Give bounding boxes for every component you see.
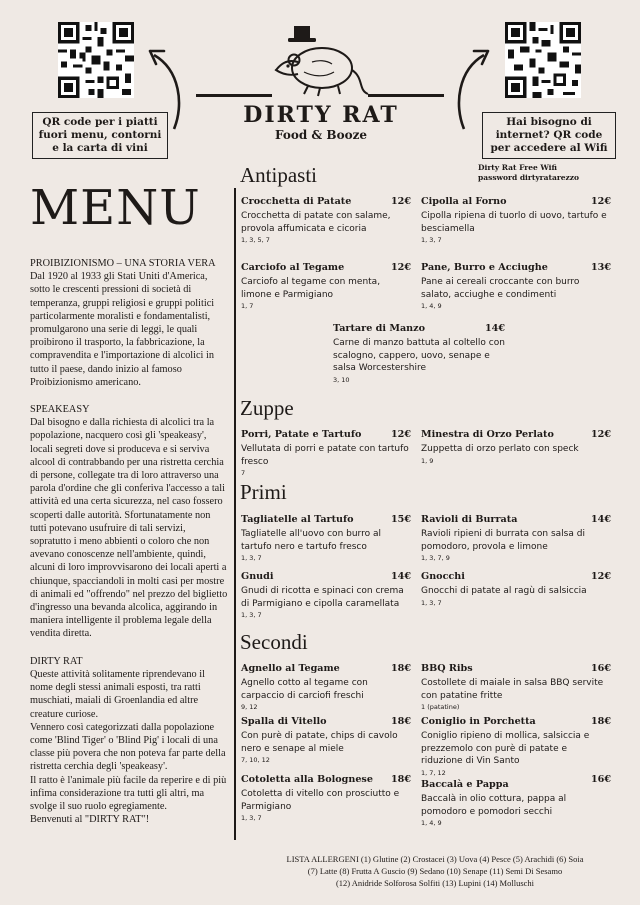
section-secondi: Secondi (240, 630, 308, 654)
dish-price: 18€ (390, 774, 411, 785)
dish-name: Agnello al Tegame (241, 663, 340, 674)
dish-description: Carne di manzo battuta al coltello con scalogno, cappero, uovo, senape e salsa Worcestershire (333, 338, 505, 373)
wifi-name: Dirty Rat Free Wifi (478, 163, 557, 172)
story-paragraph: Dal bisogno e dalla richiesta di alcolici tra la popolazione, nacquero così gli 'speakeasy', locali segreti dove si produceva e si serviva alcool di contrabbando per una ristretta cerchia di persone, collegate tra di loro attraverso una parola d'ordine che gli conferiva l'accesso a tali attività ed una certa sicurezza, nel caso fossero scoperti dalle autorità. Sfortunatamente non tutti potevano usufruire di tali servizi, sopratutto i meno abbienti o coloro che non avevano conoscenze nell'ambiente, quindi, alcuni di loro improvvisarono dei locali aperti a chiunque, spacciandoli in molti casi per mostre di animali ed "offrendo" nel prezzo del biglietto d'ingresso una bevanda alcolica, aggirando in maniera intelligente il problema legale della vendita diretta. (30, 417, 228, 640)
wifi-password: password dirtyratarezzo (478, 173, 580, 182)
menu-qr-caption: QR code per i piatti fuori menu, contorni e la carta di vini (32, 112, 168, 159)
story-paragraph: Queste attività solitamente riprendevano il nome degli stessi animali esposti, tra ratti muschiati, maiali di Groenlandia ed altre creature curiose. (30, 668, 205, 720)
dish-allergens: 7 (241, 469, 246, 477)
story-heading-dirty-rat: DIRTY RAT (30, 655, 83, 667)
dish-description: Gnudi di ricotta e spinaci con crema di Parmigiano e cipolla caramellata (241, 586, 404, 609)
dish-name: Carciofo al Tegame (241, 262, 345, 273)
dish-allergens: 1, 7, 12 (421, 768, 446, 777)
section-antipasti: Antipasti (240, 163, 317, 187)
dish-description: Gnocchi di patate al ragù di salsiccia (421, 586, 587, 596)
history-text (30, 257, 228, 826)
dish-name: Minestra di Orzo Perlato (421, 429, 554, 440)
header-rule-right (368, 94, 444, 97)
dish-item (421, 514, 611, 562)
dish-allergens: 1, 9 (421, 456, 434, 465)
section-zuppe: Zuppe (240, 396, 294, 420)
dish-description: Costollete di maiale in salsa BBQ servite con patatine fritte (421, 678, 604, 701)
dish-name: Crocchetta di Patate (241, 196, 352, 207)
dish-description: Tagliatelle all'uovo con burro al tartufo nero e tartufo fresco (241, 529, 381, 552)
story-paragraph: Vennero così categorizzati dalla popolazione come 'Blind Tiger' o 'Blind Pig' i locali di una classe più povera che non poteva far parte della ristretta cerchia degli 'speakeasy'. (30, 721, 226, 773)
story-heading-speakeasy: SPEAKEASY (30, 404, 90, 416)
wifi-qr-caption: Hai bisogno di internet? QR code per accedere al Wifi (482, 112, 616, 159)
dish-description: Vellutata di porri e patate con tartufo fresco (241, 444, 409, 467)
dish-price: 18€ (590, 716, 611, 727)
dish-price: 18€ (390, 663, 411, 674)
dish-price: 15€ (390, 514, 411, 525)
dish-description: Ravioli ripieni di burrata con salsa di pomodoro, provola e limone (421, 529, 585, 552)
dish-description: Pane ai cereali croccante con burro salato, acciughe e condimenti (421, 277, 580, 300)
dish-allergens: 7, 10, 12 (241, 756, 270, 764)
dish-price: 12€ (590, 571, 611, 582)
dish-name: Baccalà e Pappa (421, 779, 509, 790)
dish-description: Baccalà in olio cottura, pappa al pomodoro e pomodori secchi (421, 794, 567, 817)
dish-price: 12€ (390, 429, 411, 440)
column-divider (234, 188, 236, 840)
dish-allergens: 1, 3, 7 (241, 554, 262, 562)
dish-item (241, 262, 411, 310)
dish-allergens: 1, 7 (241, 302, 254, 310)
story-paragraph: Il ratto è l'animale più facile da reperire e di più infima considerazione tra tutti gli altri, ma svolge il suo ruolo egregiamente. (30, 774, 227, 812)
dish-price: 14€ (590, 514, 611, 525)
dish-description: Crocchetta di patate con salame, provola affumicata e cicoria (241, 211, 391, 234)
header-rule-left (196, 94, 272, 97)
story-heading-prohibition: PROIBIZIONISMO – UNA STORIA VERA (30, 258, 216, 269)
brand-name: DIRTY RAT (243, 102, 399, 128)
dish-item (421, 571, 611, 607)
dish-allergens: 1, 4, 9 (421, 302, 442, 310)
dish-allergens: 3, 10 (333, 375, 350, 384)
dish-price: 12€ (390, 262, 411, 273)
dish-price: 14€ (390, 571, 411, 582)
dish-name: Cipolla al Forno (421, 196, 507, 207)
story-welcome: Benvenuti al "DIRTY RAT"! (30, 814, 150, 826)
dish-description: Cotoletta di vitello con prosciutto e Parmigiano (241, 789, 400, 812)
dish-item (241, 571, 411, 619)
dish-item (241, 196, 411, 244)
dish-name: Spalla di Vitello (241, 716, 327, 727)
dish-item (421, 196, 611, 244)
dish-price: 12€ (390, 196, 411, 207)
dish-allergens: 1, 3, 7 (241, 814, 262, 822)
dish-description: Coniglio ripieno di mollica, salsiccia e prezzemolo con purè di patate e riduzione di Vin Santo (421, 731, 590, 766)
dish-name: Porri, Patate e Tartufo (241, 429, 362, 440)
allergen-line: (7) Latte (8) Frutta A Guscio (9) Sedano (10) Senape (11) Semi Di Sesamo (307, 866, 563, 876)
dish-price: 18€ (390, 716, 411, 727)
allergen-list (240, 853, 630, 889)
section-primi: Primi (240, 480, 287, 504)
dish-name: Ravioli di Burrata (421, 514, 518, 525)
dish-allergens: 1, 3, 7 (421, 236, 442, 244)
dish-allergens: 1, 3, 5, 7 (241, 236, 270, 244)
dish-name: Coniglio in Porchetta (421, 716, 536, 727)
dish-description: Zuppetta di orzo perlato con speck (421, 444, 579, 454)
dish-item (421, 429, 611, 465)
dish-item (421, 774, 611, 827)
menu-qr-code[interactable] (58, 22, 134, 98)
wifi-info (478, 163, 579, 183)
allergen-line: (12) Anidride Solforosa Solfiti (13) Lupini (14) Molluschi (335, 878, 535, 888)
dish-name: Tagliatelle al Tartufo (241, 514, 354, 525)
dish-name: Tartare di Manzo (333, 323, 425, 334)
dish-description: Con purè di patate, chips di cavolo nero e senape al miele (241, 731, 398, 754)
dish-allergens: 1, 3, 7, 9 (421, 554, 450, 562)
dish-item (333, 323, 505, 384)
dish-name: Pane, Burro e Acciughe (421, 262, 548, 273)
dish-name: Gnocchi (421, 571, 465, 582)
rat-logo-icon (268, 18, 372, 98)
allergen-line: LISTA ALLERGENI (1) Glutine (2) Crostacei (3) Uova (4) Pesce (5) Arachidi (6) Soia (286, 854, 584, 864)
dish-price: 16€ (590, 774, 611, 785)
dish-price: 12€ (590, 429, 611, 440)
menu-title: MENU (30, 180, 201, 236)
dish-item (241, 716, 411, 764)
dish-item (241, 429, 411, 477)
dish-price: 14€ (484, 323, 505, 334)
brand-subtitle: Food & Booze (274, 128, 368, 142)
dish-description: Agnello cotto al tegame con carpaccio di carciofi freschi (241, 678, 368, 701)
dish-price: 13€ (590, 262, 611, 273)
dish-item (421, 663, 611, 711)
story-paragraph: Dal 1920 al 1933 gli Stati Uniti d'America, sotto le crescenti pressioni di società di temperanza, gruppi religiosi e gruppi politici particolarmente moralisti e fondamentalisti, promulgarono una serie di leggi, le quali proibirono il trasporto, la fabbricazione, la compravendita e l'importazione di alcolici in tutto il paese, dando inizio al famoso Proibizionismo americano. (30, 271, 215, 388)
dish-item (421, 716, 611, 777)
dish-item (241, 663, 411, 711)
dish-allergens: 1, 4, 9 (421, 819, 442, 827)
dish-price: 12€ (590, 196, 611, 207)
dish-description: Cipolla ripiena di tuorlo di uovo, tartufo e besciamella (421, 211, 607, 234)
dish-item (241, 514, 411, 562)
dish-name: Gnudi (241, 571, 274, 582)
dish-allergens: 9, 12 (241, 703, 258, 711)
dish-item (421, 262, 611, 310)
dish-name: Cotoletta alla Bolognese (241, 774, 373, 785)
dish-price: 16€ (590, 663, 611, 674)
dish-item (241, 774, 411, 822)
wifi-qr-code[interactable] (505, 22, 581, 98)
dish-allergens: 1, 3, 7 (241, 611, 262, 619)
dish-allergens: 1 (patatine) (421, 703, 460, 711)
dish-name: BBQ Ribs (421, 663, 473, 674)
dish-description: Carciofo al tegame con menta, limone e Parmigiano (241, 277, 381, 300)
dish-allergens: 1, 3, 7 (421, 598, 442, 607)
